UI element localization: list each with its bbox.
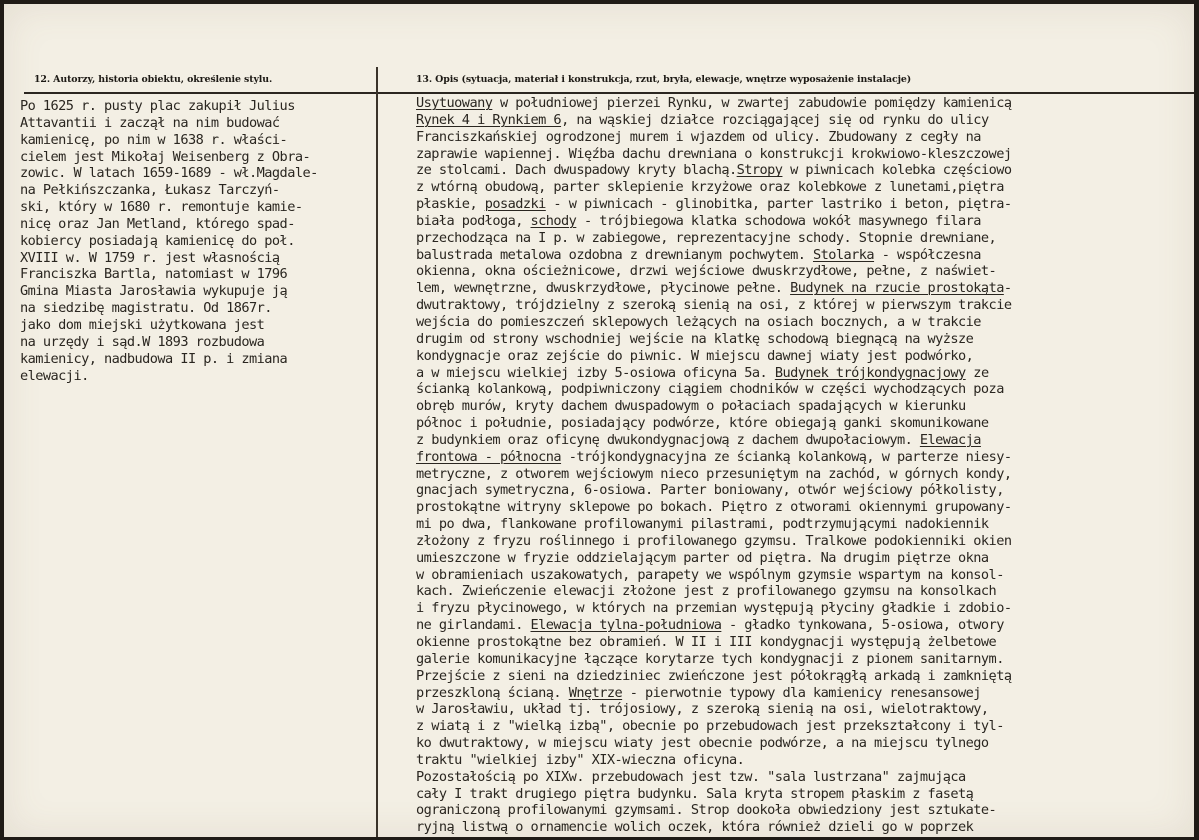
description-line xyxy=(416,819,1011,836)
text-segment: - współczesna xyxy=(874,246,981,263)
text-segment: metryczne, z otworem wejściowym nieco przesuniętym na zachód, w górnych kondy, xyxy=(416,465,1012,482)
text-segment: z budynkiem oraz oficynę dwukondygnacjową z dachem dwupołaciowym. xyxy=(416,431,920,448)
history-line: jako dom miejski użytkowana jest xyxy=(20,316,265,333)
text-segment: gnacjach symetryczna, 6-osiowa. Parter boniowany, otwór wejściowy półkolisty, xyxy=(416,482,1004,499)
description-line xyxy=(416,432,1011,449)
underlined-term: Usytuowany xyxy=(416,95,493,111)
description-line xyxy=(416,162,1011,179)
description-line xyxy=(416,752,1011,769)
history-line: na Pełkińszczanka, Łukasz Tarczyń- xyxy=(20,182,280,199)
description-line xyxy=(416,314,1011,331)
description-line xyxy=(416,415,1011,432)
history-line: Attavantii i zaczął na nim budować xyxy=(20,114,280,131)
text-segment: i fryzu płycinowego, w których na przemian występują płyciny gładkie i zdobio- xyxy=(416,600,1012,617)
text-segment: lem, wewnętrzne, dwuskrzydłowe, płycinowe pełne. xyxy=(416,280,791,297)
underlined-term: Budynek na rzucie prostokąta xyxy=(790,280,1004,297)
text-segment: kach. Zwieńczenie elewacji złożone jest z profilowanego gzymsu na konsolkach xyxy=(416,583,997,600)
text-segment: obręb murów, kryty dachem dwuspadowym o połaciach spadających w kierunku xyxy=(416,398,966,415)
description-line xyxy=(416,95,1011,112)
text-segment: Franciszkańskiej ogrodzonej murem i wjazdem od ulicy. Zbudowany z cegły na xyxy=(416,128,981,145)
description-line xyxy=(416,348,1011,365)
description-line xyxy=(416,685,1011,702)
history-line: nicę oraz Jan Metland, którego spad- xyxy=(20,215,295,232)
description-line xyxy=(416,297,1011,314)
description-line xyxy=(416,735,1011,752)
description-line xyxy=(416,398,1011,415)
underlined-term: Elewacja xyxy=(919,431,981,448)
underlined-term: Budynek trójkondygnacjowy xyxy=(774,364,966,381)
text-segment: ze stolcami. Dach dwuspadowy kryty blachą. xyxy=(416,162,737,179)
text-segment: ne girlandami. xyxy=(416,617,531,634)
text-segment: Pozostałością po XIXw. przebudowach jest tzw. "sala lustrzana" zajmująca xyxy=(416,768,966,785)
description-line xyxy=(416,499,1011,516)
header-rule xyxy=(24,92,1194,94)
description-text-column xyxy=(416,95,1011,836)
history-text-column xyxy=(20,98,318,384)
description-line xyxy=(416,247,1011,264)
underlined-term: Wnętrze xyxy=(568,684,623,701)
text-segment: w południowej pierzei Rynku, w zwartej zabudowie pomiędzy kamienicą xyxy=(492,95,1012,111)
text-segment: umieszczone w fryzie oddzielającym parter od piętra. Na drugim piętrze okna xyxy=(416,549,989,566)
history-line: na siedzibę magistratu. Od 1867r. xyxy=(20,300,272,317)
description-line xyxy=(416,280,1011,297)
description-line xyxy=(416,331,1011,348)
text-segment: prostokątne witryny sklepowe po bokach. Piętro z otworami okiennymi grupowany- xyxy=(416,499,1012,516)
description-line xyxy=(416,213,1011,230)
description-line xyxy=(416,263,1011,280)
history-line: cielem jest Mikołaj Weisenberg z Obra- xyxy=(20,148,311,165)
section-13-header: 13. Opis (sytuacja, materiał i konstrukcja, rzut, bryła, elewacje, wnętrze wyposażenie instalacje) xyxy=(416,74,912,85)
description-line xyxy=(416,634,1011,651)
text-segment: - gładko tynkowana, 5-osiowa, otwory xyxy=(721,617,1004,634)
text-segment: traktu "wielkiej izby" XIX-wieczna oficyna. xyxy=(416,751,745,768)
text-segment: północ i południe, posiadający podwórze, które obiegają ganki skomunikowane xyxy=(416,415,989,432)
text-segment: przeszkloną ścianą. xyxy=(416,684,569,701)
text-segment: kondygnacje oraz zejście do piwnic. W miejscu dawnej wiaty jest podwórko, xyxy=(416,347,974,364)
description-line xyxy=(416,466,1011,483)
description-line xyxy=(416,701,1011,718)
underlined-term: Rynek 4 i Rynkiem 6 xyxy=(416,111,562,128)
text-segment: złożony z fryzu roślinnego i profilowanego gzymsu. Tralkowe podokienniki okien xyxy=(416,532,1012,549)
text-segment: wejścia do pomieszczeń sklepowych leżących na osiach bocznych, a w trakcie xyxy=(416,313,981,330)
underlined-term: Stropy xyxy=(736,162,783,179)
description-line xyxy=(416,196,1011,213)
description-line xyxy=(416,381,1011,398)
underlined-term: Elewacja tylna-południowa xyxy=(530,617,722,634)
text-segment: w piwnicach kolebka częściowo xyxy=(782,162,1012,179)
description-line xyxy=(416,112,1011,129)
column-divider xyxy=(376,67,378,837)
description-line xyxy=(416,668,1011,685)
description-line xyxy=(416,550,1011,567)
description-line xyxy=(416,718,1011,735)
history-line: ski, który w 1680 r. remontuje kamie- xyxy=(20,199,303,216)
text-segment: - trójbiegowa klatka schodowa wokół masywnego filara xyxy=(576,212,981,229)
text-segment: dwutraktowy, trójdzielny z szeroką sienią na osi, z której w pierwszym trakcie xyxy=(416,297,1012,314)
history-line: kamienicę, po nim w 1638 r. właści- xyxy=(20,131,288,148)
description-line xyxy=(416,802,1011,819)
text-segment: Przejście z sieni na dziedziniec zwieńczone jest półokrągłą arkadą i zamkniętą xyxy=(416,667,1012,684)
description-line xyxy=(416,449,1011,466)
underlined-term: posadzki xyxy=(484,196,546,213)
description-line xyxy=(416,365,1011,382)
text-segment: ograniczoną profilowanymi gzymsami. Strop dookoła obwiedziony jest sztukate- xyxy=(416,802,997,819)
text-segment: - pierwotnie typowy dla kamienicy renesansowej xyxy=(622,684,981,701)
text-segment: , na wąskiej działce rozciągającej się od rynku do ulicy xyxy=(561,111,989,128)
text-segment: w obramieniach uszakowatych, parapety we wspólnym gzymsie wspartym na konsol- xyxy=(416,566,1004,583)
text-segment: w Jarosławiu, układ tj. trójosiowy, z szeroką sienią na osi, wielotraktowy, xyxy=(416,701,989,718)
text-segment: galerie komunikacyjne łączące korytarze tych kondygnacji z pionem sanitarnym. xyxy=(416,650,1004,667)
text-segment: ścianką kolankową, podpiwniczony ciągiem chodników w części wychodzących poza xyxy=(416,381,1004,398)
underlined-term: frontowa - północna xyxy=(416,448,562,465)
text-segment: - xyxy=(1003,280,1012,297)
text-segment: mi po dwa, flankowane profilowanymi pilastrami, podtrzymującymi nadokiennik xyxy=(416,516,989,533)
text-segment: okienne prostokątne bez obramień. W II i III kondygnacji występują żelbetowe xyxy=(416,634,997,650)
history-line: Franciszka Bartla, natomiast w 1796 xyxy=(20,266,288,283)
text-segment: -trójkondygnacyjna ze ścianką kolankową, w parterze niesy- xyxy=(561,448,1012,465)
history-line: Gmina Miasta Jarosławia wykupuje ją xyxy=(20,283,288,300)
description-line xyxy=(416,482,1011,499)
text-segment: ryjną listwą o ornamencie wolich oczek, która również dzieli go w poprzek xyxy=(416,819,974,836)
text-segment: przechodząca na I p. w zabiegowe, reprezentacyjne schody. Stopnie drewniane, xyxy=(416,229,997,246)
history-line: na urzędy i sąd.W 1893 rozbudowa xyxy=(20,333,265,350)
description-line xyxy=(416,651,1011,668)
text-segment: biała podłoga, xyxy=(416,212,531,229)
description-line xyxy=(416,567,1011,584)
section-12-header: 12. Autorzy, historia obiektu, określenie stylu. xyxy=(34,74,273,85)
text-segment: balustrada metalowa ozdobna z drewnianym pochwytem. xyxy=(416,246,813,263)
text-segment: - w piwnicach - glinobitka, parter lastriko i beton, piętra- xyxy=(545,196,1012,213)
history-line: kobiercy posiadają kamienicę do poł. xyxy=(20,232,295,249)
description-line xyxy=(416,129,1011,146)
description-line xyxy=(416,533,1011,550)
history-line: kamienicy, nadbudowa II p. i zmiana xyxy=(20,350,288,367)
description-line xyxy=(416,516,1011,533)
text-segment: z wtórną obudową, parter sklepienie krzyżowe oraz kolebkowe z lunetami,piętra xyxy=(416,179,1004,196)
form-card xyxy=(4,4,1194,837)
underlined-term: Stolarka xyxy=(812,246,875,263)
description-line xyxy=(416,617,1011,634)
description-line xyxy=(416,769,1011,786)
description-line xyxy=(416,146,1011,163)
text-segment: cały I trakt drugiego piętra budynku. Sala kryta stropem płaskim z fasetą xyxy=(416,785,974,802)
description-line xyxy=(416,583,1011,600)
text-segment: ko dwutraktowy, w miejscu wiaty jest obecnie podwórze, a na miejscu tylnego xyxy=(416,735,989,752)
underlined-term: schody xyxy=(530,212,577,229)
text-segment: ze xyxy=(965,364,989,381)
text-segment: drugim od strony wschodniej wejście na klatkę schodową biegnącą na wyższe xyxy=(416,330,974,347)
description-line xyxy=(416,600,1011,617)
history-line: Po 1625 r. pusty plac zakupił Julius xyxy=(20,98,295,114)
history-line: XVIII w. W 1759 r. jest własnością xyxy=(20,249,280,266)
text-segment: a w miejscu wielkiej izby 5-osiowa oficyna 5a. xyxy=(416,364,775,381)
text-segment: płaskie, xyxy=(416,196,485,213)
text-segment: zaprawie wapiennej. Więźba dachu drewniana o konstrukcji krokwiowo-kleszczowej xyxy=(416,145,1012,162)
history-line: elewacji. xyxy=(20,367,89,384)
history-line: zowic. W latach 1659-1689 - wł.Magdale- xyxy=(20,165,318,182)
description-line xyxy=(416,786,1011,803)
description-line xyxy=(416,230,1011,247)
description-line xyxy=(416,179,1011,196)
text-segment: z wiatą i z "wielką izbą", obecnie po przebudowach jest przekształcony i tyl- xyxy=(416,718,1004,735)
text-segment: okienna, okna ościeżnicowe, drzwi wejściowe dwuskrzydłowe, pełne, z naświet- xyxy=(416,263,997,280)
